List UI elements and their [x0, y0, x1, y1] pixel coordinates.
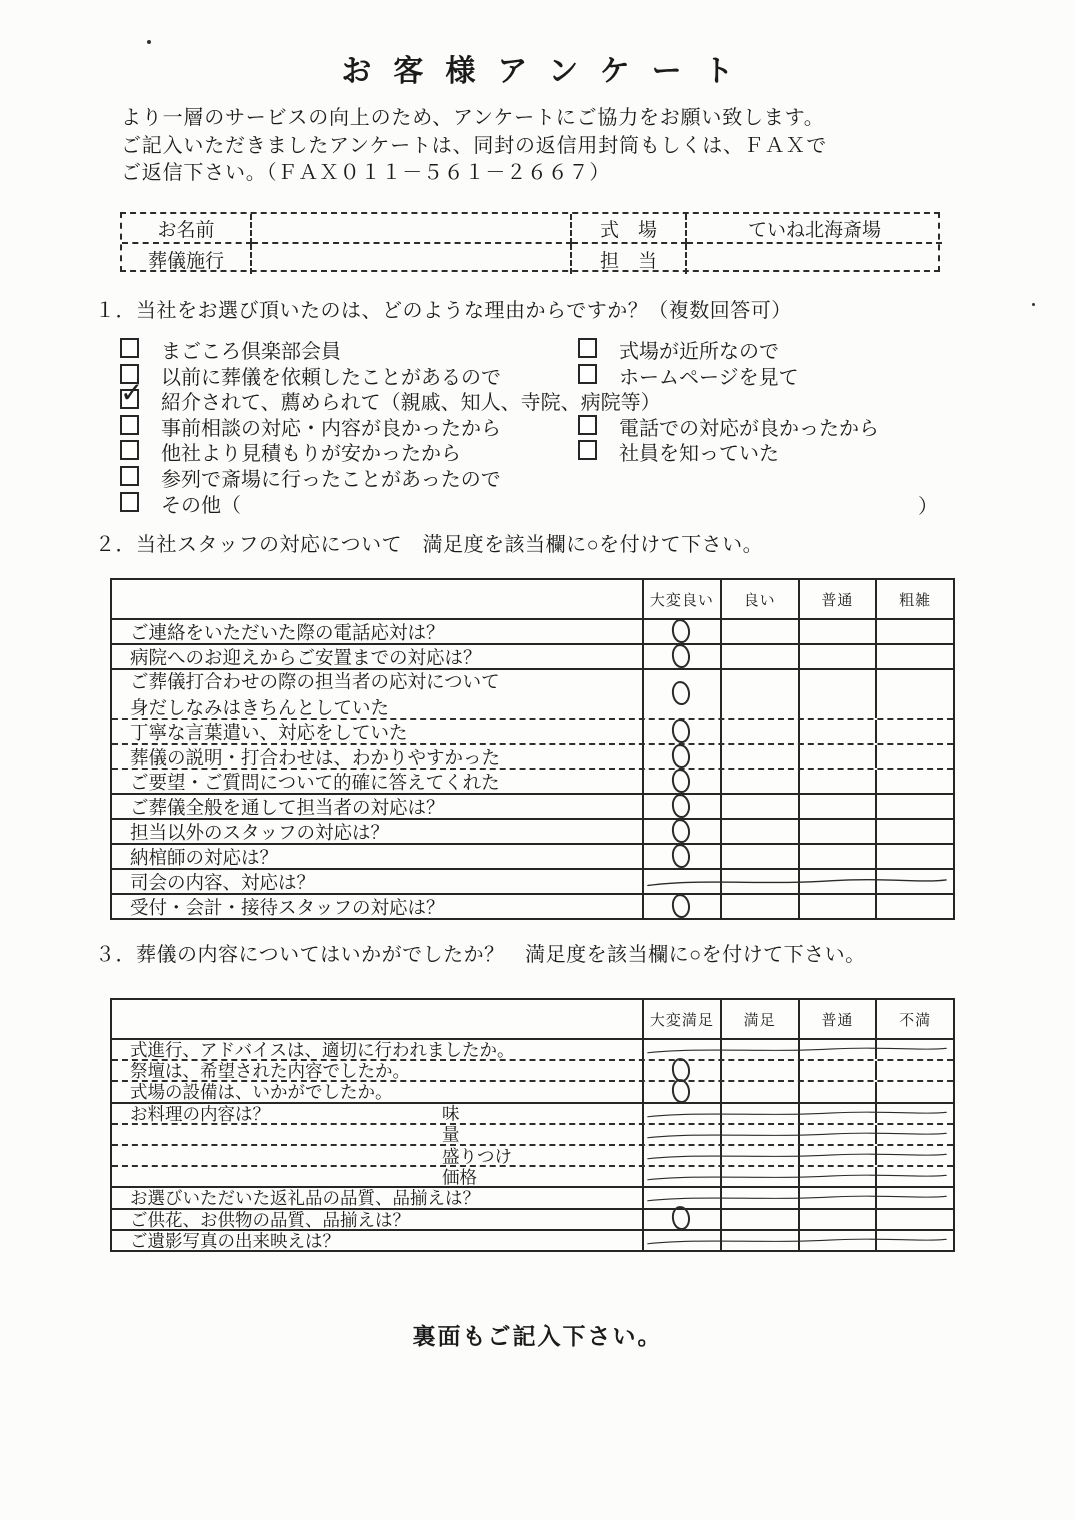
table-row: [112, 818, 953, 843]
question-1-options: [95, 334, 1005, 518]
info-box: [120, 212, 940, 272]
answer-cells: [642, 1061, 953, 1080]
column-header: 大変良い: [642, 580, 720, 618]
table-row: [112, 1123, 953, 1144]
answer-cells: [642, 870, 953, 893]
row-label: 受付・会計・接待スタッフの対応は？: [130, 896, 445, 918]
answer-cells: [642, 645, 953, 668]
row-label: 病院へのお迎えからご安置までの対応は？: [130, 646, 482, 668]
table-row: [112, 668, 953, 718]
strike-line-mark: [645, 872, 949, 891]
question-2-heading: ２．当社スタッフの対応について 満足度を該当欄に○を付けて下さい。: [95, 534, 764, 556]
table-row: [112, 793, 953, 818]
option-row: [95, 436, 1005, 466]
table-row: [112, 1102, 953, 1123]
column-header: 普通: [798, 580, 876, 618]
column-header: 満足: [720, 1000, 798, 1038]
intro-line: より一層のサービスの向上のため、アンケートにご協力をお願い致します。: [121, 107, 825, 129]
option-label: 社員を知っていた: [619, 443, 779, 466]
answer-cells: [642, 1210, 953, 1229]
funeral-exec-label: 葬儀施行: [122, 244, 252, 274]
answer-cells: [642, 1082, 953, 1101]
table-row: [112, 1208, 953, 1229]
option-label: 参列で斎場に行ったことがあったので: [161, 468, 501, 491]
answer-cells: [642, 620, 953, 643]
row-sublabel: 量: [442, 1124, 460, 1145]
answer-cells: [642, 1104, 953, 1123]
table-row: [112, 768, 953, 793]
strike-line-mark: [645, 1233, 949, 1248]
option-label: 式場が近所なので: [619, 341, 779, 363]
strike-line-mark: [645, 1169, 949, 1184]
answer-cells: [642, 670, 953, 718]
answer-cells: [642, 1146, 953, 1165]
option-row: [95, 462, 1005, 491]
table-row: [112, 868, 953, 893]
row-label: ご供花、お供物の品質、品揃えは？: [130, 1209, 410, 1230]
table-row: [112, 1186, 953, 1207]
option-label: 電話での対応が良かったから: [619, 417, 879, 440]
funeral-exec-value-field: [252, 244, 572, 274]
row-label: ご遺影写真の出来映えは？: [130, 1230, 340, 1251]
answer-cells: [642, 770, 953, 793]
funeral-content-rating-table: [110, 998, 955, 1252]
column-header: 粗雑: [875, 580, 953, 618]
row-sublabel: 味: [442, 1103, 460, 1124]
table-row: [112, 1229, 953, 1250]
row-sublabel: 盛りつけ: [442, 1146, 512, 1167]
strike-line-mark: [645, 1190, 949, 1205]
venue-value: ていね北海斎場: [687, 214, 942, 244]
option-row: [95, 360, 1005, 389]
answer-cells: [642, 1188, 953, 1207]
row-label: お料理の内容は？: [130, 1103, 270, 1124]
answer-cells: [642, 1040, 953, 1059]
option-row: [95, 411, 1005, 440]
checkbox: [120, 440, 139, 460]
intro-text: [121, 105, 827, 188]
row-label: 式進行、アドバイスは、適切に行われましたか。: [130, 1040, 515, 1061]
row-label-line2: 身だしなみはきちんとしていた: [130, 697, 390, 718]
checkbox: [578, 338, 597, 358]
option-row: [95, 334, 1005, 363]
column-header: 普通: [798, 1000, 876, 1038]
strike-line-mark: [645, 1042, 949, 1057]
row-label: 祭壇は、希望された内容でしたか。: [130, 1061, 410, 1082]
row-label: 納棺師の対応は？: [130, 846, 279, 868]
checkbox: [120, 492, 139, 512]
row-label: 葬儀の説明・打合わせは、わかりやすかった: [130, 746, 501, 768]
table-row: [112, 843, 953, 868]
checkbox: [120, 415, 139, 435]
row-label: ご葬儀全般を通して担当者の対応は？: [130, 796, 445, 818]
answer-cells: [642, 820, 953, 843]
checkbox: [578, 364, 597, 384]
scan-speck: [1032, 303, 1035, 306]
row-label: ご葬儀打合わせの際の担当者の応対について: [130, 671, 500, 692]
footer-note: 裏面もご記入下さい。: [412, 1323, 663, 1349]
staff-label: 担 当: [572, 244, 687, 274]
column-header: 良い: [720, 580, 798, 618]
table-row: [112, 643, 953, 668]
table-row: [112, 1059, 953, 1080]
checkbox: [578, 415, 597, 435]
row-label: ご連絡をいただいた際の電話応対は？: [130, 621, 445, 643]
option-row: [95, 385, 1005, 415]
intro-line: ご返信下さい。（ＦＡＸ０１１－５６１－２６６７）: [121, 162, 611, 184]
option-row: [95, 488, 1005, 518]
answer-cells: [642, 1125, 953, 1144]
table-row: [112, 893, 953, 918]
option-label: 事前相談の対応・内容が良かったから: [161, 417, 501, 440]
option-label: 紹介されて、薦められて（親戚、知人、寺院、病院等）: [161, 392, 661, 415]
table-row: [112, 1165, 953, 1186]
answer-cells: [642, 1167, 953, 1186]
table-row: [112, 618, 953, 643]
scan-speck: [147, 40, 151, 44]
checkbox: [120, 466, 139, 486]
other-close-paren: ）: [918, 495, 938, 518]
answer-cells: [642, 895, 953, 918]
strike-line-mark: [645, 1127, 949, 1142]
answer-cells: [642, 845, 953, 868]
strike-line-mark: [645, 1148, 949, 1163]
staff-value-field: [687, 244, 942, 274]
venue-label: 式 場: [572, 214, 687, 244]
question-3-heading: ３．葬儀の内容についてはいかがでしたか？ 満足度を該当欄に○を付けて下さい。: [95, 944, 866, 966]
table-row: [112, 1080, 953, 1101]
checkbox: [120, 338, 139, 358]
answer-cells: [642, 745, 953, 768]
checkbox-checked: [120, 389, 139, 409]
option-label: 以前に葬儀を依頼したことがあるので: [161, 366, 501, 389]
answer-cells: [642, 1231, 953, 1250]
checkbox: [578, 440, 597, 460]
table-row: [112, 1038, 953, 1059]
table-row: [112, 1144, 953, 1165]
option-label: 他社より見積もりが安かったから: [161, 443, 461, 466]
column-header: 大変満足: [642, 1000, 720, 1038]
row-label: 担当以外のスタッフの対応は？: [130, 821, 390, 843]
row-label: お選びいただいた返礼品の品質、品揃えは？: [130, 1188, 480, 1209]
name-label: お名前: [122, 214, 252, 244]
page-title: お客様アンケート: [341, 55, 756, 88]
row-label: 司会の内容、対応は？: [130, 871, 316, 893]
row-label: 式場の設備は、いかがでしたか。: [130, 1082, 393, 1103]
option-label: ホームページを見て: [619, 366, 799, 389]
intro-line: ご記入いただきましたアンケートは、同封の返信用封筒もしくは、ＦＡＸで: [121, 134, 827, 157]
column-header: 不満: [875, 1000, 953, 1038]
row-sublabel: 価格: [442, 1167, 477, 1188]
row-label: 丁寧な言葉遣い、対応をしていた: [130, 721, 408, 743]
question-1-heading: １．当社をお選び頂いたのは、どのような理由からですか？（複数回答可）: [95, 300, 792, 322]
table-row: [112, 718, 953, 743]
answer-cells: [642, 795, 953, 818]
option-label: その他（: [161, 494, 241, 517]
table-header-row: [112, 1000, 953, 1038]
answer-cells: [642, 720, 953, 743]
question-1: [95, 294, 1005, 518]
option-label: まごころ倶楽部会員: [161, 341, 341, 363]
strike-line-mark: [645, 1106, 949, 1121]
name-value-field: [252, 214, 572, 244]
row-label: ご要望・ご質問について的確に答えてくれた: [130, 771, 500, 793]
staff-rating-table: [110, 578, 955, 920]
table-row: [112, 743, 953, 768]
table-header-row: [112, 580, 953, 618]
